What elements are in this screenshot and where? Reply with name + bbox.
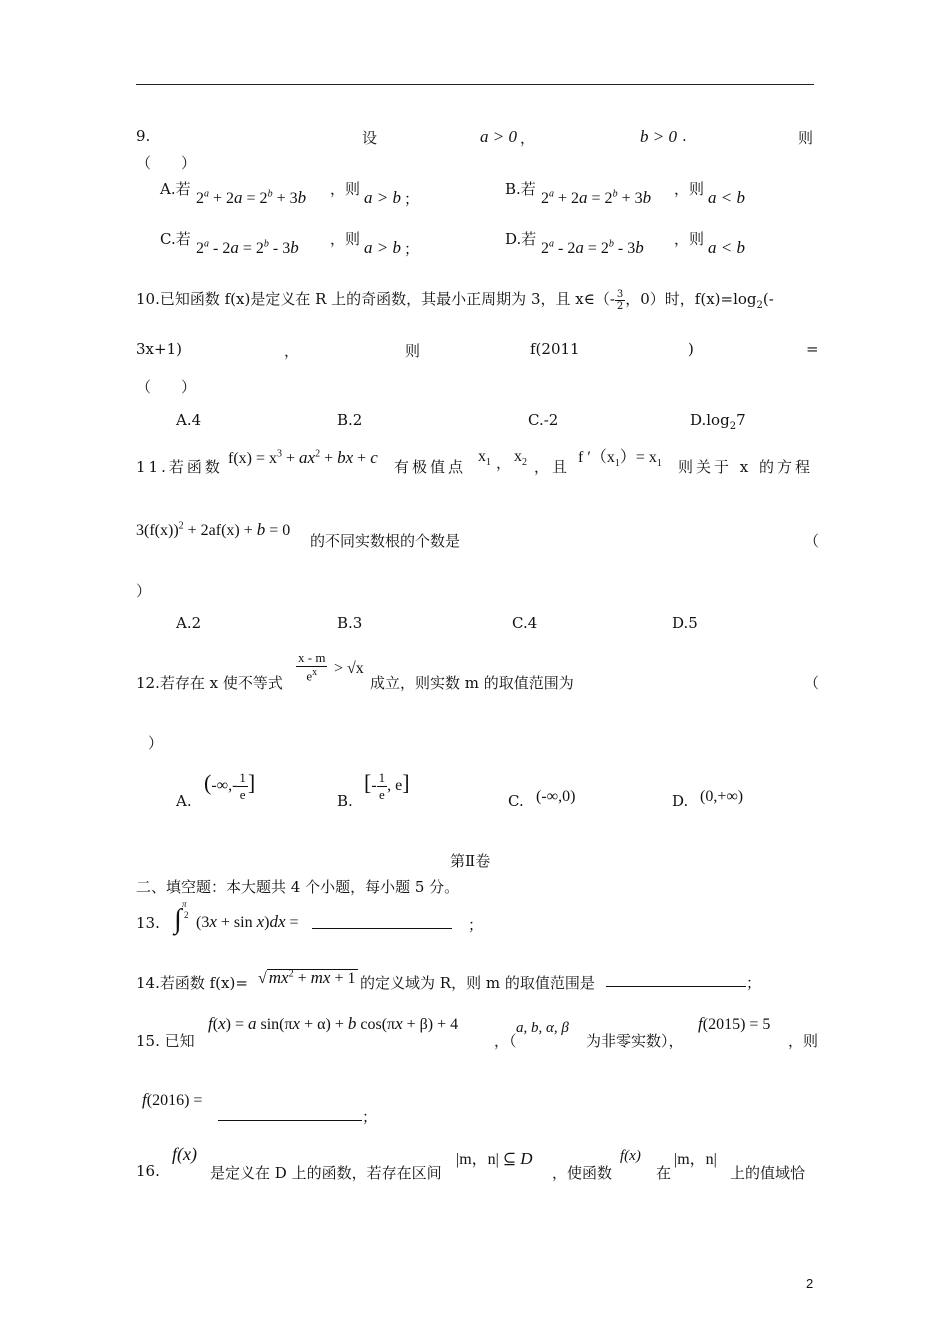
q11-x1 [478, 448, 491, 468]
page-number: 2 [806, 1276, 814, 1291]
q11-function: $f(x) = x^3 + ax^2$ + bx + c [228, 448, 378, 467]
q9-option-c-then: ，则 [330, 230, 361, 248]
q9-comma: ， [520, 129, 536, 147]
q10-stem-text-c: (- [762, 290, 774, 308]
section-title: 第Ⅱ卷 [450, 852, 491, 870]
q11-paren-right: ） [136, 582, 152, 600]
q11-mid: 有极值点 [394, 458, 467, 476]
q16-fx: f(x) [172, 1144, 197, 1164]
q10-stem-text-b: ，0）时，f(x)=log [625, 290, 757, 308]
q11-option-c: C.4 [512, 614, 538, 632]
q15-given: f(2015) = 5 [698, 1014, 771, 1033]
q10-fraction [615, 289, 625, 312]
q9-dot: . [682, 127, 687, 145]
q9-option-d-then: ，则 [674, 230, 705, 248]
q12-option-b-value: [- $\frac{1}{e}$ , e] [364, 770, 410, 802]
q12-option-a-label: A. [176, 792, 192, 810]
q9-option-a-label: A.若 [160, 180, 191, 198]
q9-option-a-end: ； [404, 190, 420, 208]
q12-option-c-label: C. [508, 792, 524, 810]
q10-option-d-sub: 2 [729, 421, 737, 432]
q11-fp-end-sub: 1 [656, 458, 662, 470]
q12-option-d-label: D. [672, 792, 689, 810]
q15-answer-blank[interactable] [218, 1106, 362, 1121]
q15-note-vars: a, b, α, β [516, 1020, 569, 1036]
q10-line2-e: ) [688, 340, 694, 358]
q12-option-b-label: B. [337, 792, 353, 810]
q10-line2-d: f(2011 [530, 340, 580, 358]
q16-text-3: 在 [656, 1164, 672, 1182]
q11-tail1: ，且 [534, 458, 571, 476]
q12-frac-den-exp: x [312, 667, 318, 678]
integral-sign-icon: ∫ [174, 904, 182, 935]
q9-option-d-eq: $2^a - 2a = 2^b - 3b$ [541, 238, 644, 257]
q9-option-d-result: a < b [708, 238, 745, 257]
q11-tail2: 则关于 x 的方程 [678, 458, 813, 476]
q10-line2-a: 3x+1) [136, 340, 182, 358]
q9-option-d-label: D.若 [505, 230, 537, 248]
q9-option-a-result: a > b [364, 188, 401, 207]
q13-answer-blank[interactable] [312, 914, 452, 929]
q11-equation: $3(f(x))^2 + 2af(x) + b = 0$ [136, 520, 291, 539]
q11-fp-sub: 1 [614, 458, 620, 470]
q10-option-b: B.2 [337, 411, 363, 429]
q15-ask: f(2016) = [142, 1090, 203, 1109]
q16-interval: |m，n| ⊆ D [456, 1149, 533, 1168]
q16-text-1: 是定义在 D 上的函数，若存在区间 [210, 1164, 442, 1182]
q9-answer-paren: （ ） [136, 154, 197, 172]
q9-cond-a: a > 0 [480, 127, 517, 146]
q11-eq-tail: 的不同实数根的个数是 [310, 532, 461, 550]
q10-line2-c: 则 [405, 342, 421, 360]
q10-log-base: 2 [756, 300, 763, 311]
q9-option-a-eq: $2^a + 2a = 2^b + 3b$ [196, 188, 307, 207]
q11-fp: f ′（x [578, 449, 615, 466]
q14-answer-blank[interactable] [606, 972, 746, 987]
q11-option-d: D.5 [672, 614, 698, 632]
q11-derivative [578, 444, 662, 469]
q15-ze: ，则 [788, 1032, 819, 1050]
q9-number: 9. [136, 127, 151, 145]
q16-interval-2: |m，n| [674, 1151, 717, 1168]
q13-upper-limit: π [182, 899, 187, 909]
q11-x2-var: x [514, 448, 522, 465]
q9-ze: 则 [798, 129, 814, 147]
q9-option-c-eq: $2^a - 2a = 2^b - 3b$ [196, 238, 299, 257]
q11-fp-end: ）= x [619, 449, 657, 466]
q11-option-b: B.3 [337, 614, 363, 632]
q12-option-c-value: (-∞,0) [536, 788, 576, 805]
q15-lead: 15. 已知 [136, 1032, 195, 1050]
q12-frac-num: x - m [298, 650, 326, 665]
q11-x1-sub: 1 [486, 457, 491, 469]
q10-line2-f: = [806, 340, 819, 358]
q13-end: ； [468, 916, 484, 934]
q15-note-open: ，（ [494, 1032, 517, 1050]
q14-end: ； [746, 974, 762, 992]
q11-lead: 11.若函数 [136, 458, 223, 476]
q13-upper-limit-den: 2 [184, 910, 189, 920]
q12-frac-den-base: e [306, 668, 313, 684]
q10-option-d [690, 411, 746, 432]
q11-x2-sub: 2 [522, 457, 527, 469]
q12-option-a-value: (-∞,- $\frac{1}{e}$ ] [204, 770, 256, 802]
q10-option-c: C.-2 [528, 411, 559, 429]
q16-text-4: 上的值域恰 [730, 1164, 806, 1182]
q12-inequality: > √x [334, 660, 364, 677]
q15-note-close: 为非零实数）， [586, 1032, 684, 1050]
q12-paren-right: ） [148, 734, 164, 752]
q9-option-b-then: ，则 [674, 180, 705, 198]
q10-frac-den: 2 [616, 300, 624, 312]
q13-integrand: (3x + sin x)dx = [196, 912, 299, 931]
q16-fx-2: f(x) [620, 1148, 641, 1164]
q9-cond-b: b > 0 [640, 127, 677, 146]
q14-sqrt: √ $mx^2$ + mx + 1 [258, 968, 356, 987]
q16-text-2: ，使函数 [552, 1164, 613, 1182]
q12-tail: 成立，则实数 m 的取值范围为 [370, 674, 574, 692]
header-rule [136, 84, 814, 85]
q10-option-a: A.4 [176, 411, 202, 429]
q15-end: ； [362, 1108, 378, 1126]
q9-option-b-eq: $2^a + 2a = 2^b + 3b$ [541, 188, 652, 207]
q10-option-d-tail: 7 [736, 411, 746, 429]
q12-lead: 12.若存在 x 使不等式 [136, 674, 283, 692]
q11-option-a: A.2 [176, 614, 202, 632]
q15-function: f(x) = a sin(πx + α) + b cos(πx + β) + 4 [208, 1014, 459, 1033]
q11-sep: ， [496, 454, 512, 472]
q10-option-d-text: D.log [690, 411, 730, 429]
q11-x1-var: x [478, 448, 486, 465]
q13-number: 13. [136, 914, 160, 932]
q12-frac-den [296, 667, 327, 684]
q10-stem-line1 [136, 288, 774, 312]
q9-option-a-then: ，则 [330, 180, 361, 198]
q9-option-c-label: C.若 [160, 230, 191, 248]
q10-line2-b: ， [284, 342, 300, 360]
q14-lead: 14.若函数 f(x)= [136, 974, 248, 992]
q12-option-d-value: (0,+∞) [700, 788, 744, 805]
q9-option-b-label: B.若 [505, 180, 536, 198]
q9-option-c-end: ； [404, 240, 420, 258]
q10-frac-num: 3 [616, 288, 624, 300]
q12-paren-left: （ [804, 674, 820, 692]
q9-option-b-result: a < b [708, 188, 745, 207]
section-heading: 二、填空题：本大题共 4 个小题，每小题 5 分。 [136, 878, 460, 896]
q12-fraction [296, 650, 327, 684]
q10-stem-text: 10.已知函数 f(x)是定义在 R 上的奇函数，其最小正周期为 3，且 x∈（- [136, 290, 615, 308]
q9-she: 设 [362, 129, 378, 147]
q11-x2 [514, 448, 527, 468]
q14-tail: 的定义域为 R，则 m 的取值范围是 [360, 974, 595, 992]
q16-number: 16. [136, 1162, 160, 1180]
q10-answer-paren: （ ） [136, 378, 197, 396]
q9-option-c-result: a > b [364, 238, 401, 257]
q11-paren-left: （ [804, 532, 820, 550]
